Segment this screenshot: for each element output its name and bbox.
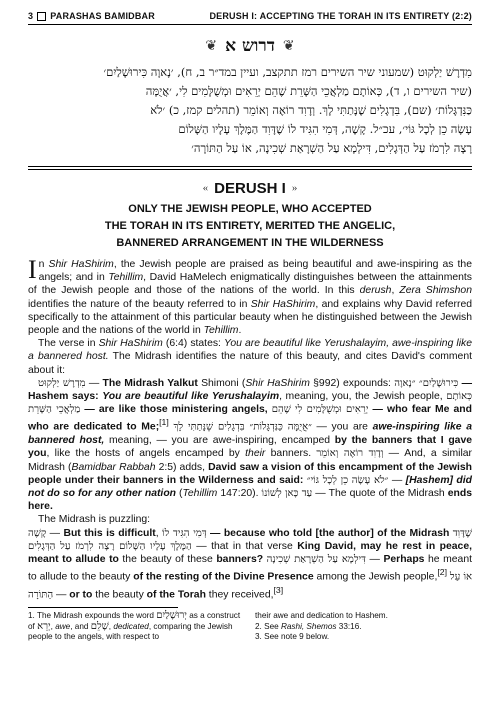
hebrew-phrase: קָשֶׁה <box>28 527 47 539</box>
text: , <box>391 285 400 297</box>
text: he meant to allude to the beauty <box>28 553 472 583</box>
text: by the banners that I gave you <box>28 435 472 460</box>
text: Shir HaShirim <box>48 259 114 270</box>
text: n <box>38 259 49 270</box>
text: , and explains why David referred specifically to the attainment of this particular beauty when he distinguished between the Jewish people and the nations of the world in <box>28 298 472 337</box>
footnote-ref[interactable]: [3] <box>273 584 284 595</box>
hebrew-phrase: ״אֲיֻמָּה כַּנִּדְגָּלוֹת״ בִּדְגָלִים שֶׁנָּתַתִּי לָךְ <box>173 421 312 433</box>
text: You are beautiful like <box>102 391 212 403</box>
text: among the Jewish people, <box>313 571 438 583</box>
text: meaning, <box>104 435 157 447</box>
text: as a construct of <box>28 611 241 631</box>
paragraph-verse <box>28 337 472 377</box>
hebrew-phrase: יְרוּשָׁלַיִם <box>156 610 187 622</box>
text: §992) expounds: <box>309 377 395 389</box>
ornament-right-icon: » <box>291 182 298 194</box>
text: awe <box>55 621 71 631</box>
text: The Midrash identifies the nature of this beauty, and cites David's comment about it: <box>28 351 472 376</box>
text: . <box>238 325 242 337</box>
text: , and <box>70 621 91 631</box>
text: Zera Shimshon <box>399 285 472 297</box>
text: — are like those ministering angels, <box>80 404 272 416</box>
page-number: 3 <box>28 11 34 21</box>
text: — <box>46 527 64 539</box>
text: Rashi, Shemos <box>280 621 337 631</box>
text: Tehillim <box>108 272 144 284</box>
hebrew-phrase: עַד כָּאן לְשׁוֹנוֹ <box>261 487 313 499</box>
text: — <box>53 589 70 601</box>
text: Tehillim <box>182 487 218 499</box>
hebrew-phrase: יְרֵאִים וּמְשֻׁלָּמִים לִי <box>294 404 369 416</box>
text: — because who told [the author] of the Midrash <box>206 527 453 539</box>
paragraph-intro <box>28 255 472 337</box>
text: Shir HaShirim <box>245 377 310 389</box>
derush-subtitle <box>28 201 472 252</box>
paragraph-midrash <box>28 377 472 514</box>
text: — <box>85 377 103 389</box>
footnote-ref[interactable]: [1] <box>159 417 169 428</box>
footnote-ref[interactable]: [2] <box>437 567 447 578</box>
footnote-column-right <box>255 611 472 643</box>
text: ( <box>176 487 183 499</box>
text: ends here. <box>28 487 472 513</box>
footnote-column-left <box>28 611 245 643</box>
text: awe-inspiring like a bannered host, <box>28 421 472 447</box>
text: King David, may he rest in peace, meant to allude to <box>28 540 473 565</box>
text: , comparing the Jewish people to the angels, with respect to <box>28 621 233 642</box>
hebrew-line: עָשָׂה כֵן לְכָל גּוֹי׳, עכ״ל. קָשֶׁה, דְּמִי הִגִּיד לוֹ שֶׁדָּוִד הַמֶּלֶךְ עָלָיו הַשָּׁלוֹם <box>178 122 472 136</box>
body-text <box>28 255 473 601</box>
page <box>28 8 472 643</box>
ornament-right-icon: ❦ <box>205 38 218 54</box>
text: of the resting of the Divine Presence <box>133 571 314 583</box>
text: Shimoni ( <box>197 377 246 389</box>
derush-title: DERUSH I <box>214 179 286 197</box>
text: The verse in <box>38 338 99 350</box>
text: Bamidbar Rabbah <box>71 461 156 473</box>
text: David saw a vision of this encampment of the Jewish people under their banners in the Wilderness and said: <box>28 461 473 486</box>
hebrew-phrase: ״נָאוָה <box>394 377 416 389</box>
footnote-3: 3. See note 9 below. <box>255 632 330 642</box>
hebrew-phrase: אוֹ עַל הַתּוֹרָה <box>28 571 473 601</box>
text: their <box>245 448 266 460</box>
text: , <box>155 527 163 539</box>
running-head-left <box>28 11 155 21</box>
footnote-2 <box>255 622 472 633</box>
text: (6:4) states: <box>162 338 224 350</box>
text: — who fear Me and who are dedicated to Me; <box>28 404 472 433</box>
text: , meaning, you, the Jewish people, <box>279 391 447 403</box>
text: — The quote of the Midrash <box>312 487 448 499</box>
text: dedicated <box>113 621 149 631</box>
text: Tehillim <box>203 325 239 337</box>
section-title: DERUSH I: ACCEPTING THE TORAH IN ITS ENTIRETY (2:2) <box>209 11 472 21</box>
text: — And, a similar Midrash ( <box>28 448 472 473</box>
drop-cap: I <box>28 255 37 284</box>
text: Yerushalayim <box>211 391 280 403</box>
hebrew-line: מִדְרָשׁ יַלְקוּט (שמעוני שיר השירים רמז תתקצב, ועיין במד״ר ב, ח), ׳נָאוָה כִּירוּשָׁלַיִם׳ <box>103 65 472 79</box>
divider <box>28 166 472 170</box>
book-title: PARASHAS BAMIDBAR <box>50 11 155 21</box>
text: You are beautiful like Yerushalayim, awe-inspiring like a bannered host. <box>28 338 473 363</box>
footnote-1-continuation: their awe and dedication to Hashem. <box>255 611 388 621</box>
hebrew-phrase: שָׁלֵם <box>90 620 109 632</box>
hebrew-phrase: כִּירוּשָׁלַיִם״ <box>418 377 459 389</box>
text: The Midrash Yalkut <box>102 377 198 389</box>
hebrew-phrase: וְדָוִד רוֹאֶה וְאוֹמֵר <box>316 448 384 460</box>
footnotes <box>28 611 472 643</box>
text: 147:20). <box>217 487 262 499</box>
text: 2:5) adds, <box>155 461 209 473</box>
text: , <box>50 621 56 631</box>
subtitle-line: BANNERED ARRANGEMENT IN THE WILDERNESS <box>116 237 384 249</box>
square-icon <box>37 12 46 21</box>
hebrew-phrase: שֶׁדָּוִד הַמֶּלֶךְ עָלָיו הַשָּׁלוֹם רָצָה לִרְמֹז עַל הַדְּגָלִים <box>28 527 473 552</box>
text: they received, <box>205 589 274 601</box>
text: — that in that verse <box>191 540 298 552</box>
text: of the Torah <box>146 589 206 601</box>
hebrew-title-row <box>28 35 472 57</box>
hebrew-source-text <box>28 63 472 158</box>
paragraph-difficulty <box>28 527 472 602</box>
text: — Hashem says: <box>28 377 472 403</box>
text: or to <box>69 589 93 601</box>
hebrew-phrase: שֶׁהֵם <box>271 404 291 416</box>
text: — <box>388 474 406 486</box>
running-head <box>28 8 472 25</box>
text: the beauty <box>92 589 147 601</box>
footnote-divider <box>28 607 178 608</box>
hebrew-line: כַּנִּדְגָּלוֹת׳ (שם), בִּדְגָלִים שֶׁנָּתַתִּי לָךְ. וְדָוִד רוֹאֶה וְאוֹמֵר (תהלים קמז, כ) ׳לֹא <box>150 103 472 117</box>
text: — <box>365 553 384 565</box>
text: Shir HaShirim <box>98 338 163 350</box>
text: 1. The Midrash expounds the word <box>28 611 157 621</box>
text: banners. <box>265 448 317 460</box>
derush-title-row <box>28 178 472 198</box>
hebrew-phrase: כְּאוֹתָם מַלְאֲכֵי הַשָּׁרֵת <box>28 391 473 416</box>
text: Shir HaShirim <box>250 298 316 310</box>
ornament-left-icon: « <box>202 182 209 194</box>
hebrew-phrase: מִדְרָשׁ יַלְקוּט <box>38 377 86 389</box>
text: Perhaps <box>383 553 425 565</box>
text: — you are awe-inspiring, encamped <box>156 435 335 447</box>
hebrew-line: (שיר השירים ו, ד), כְּאוֹתָם מַלְאֲכֵי הַשָּׁרֵת שֶׁהֵם יְרֵאִים וּמְשֻׁלָּמִים לִי, ׳אֲיֻמָּה <box>145 84 472 98</box>
text: But this is difficult <box>63 527 156 539</box>
hebrew-phrase: דִּילְמָא עַל הַשְׁרָאַת שְׁכִינָה <box>266 553 366 565</box>
hebrew-phrase: יְרֵא <box>37 620 51 632</box>
text: 33:16. <box>336 621 362 631</box>
text: , David HaMelech enigmatically distinguishes between the attainments of the Jewish people and those of the nations of the world. In this <box>28 272 472 297</box>
text: banners? <box>216 553 264 565</box>
ornament-left-icon: ❦ <box>282 38 295 54</box>
hebrew-line: רָצָה לִרְמֹז עַל הַדְּגָלִים, דִּילְמָא עַל הַשְׁרָאַת שְׁכִינָה, אוֹ עַל הַתּוֹרָה׳ <box>191 141 472 155</box>
subtitle-line: ONLY THE JEWISH PEOPLE, WHO ACCEPTED <box>128 203 372 215</box>
text: , the Jewish people are praised as being beautiful and awe-inspiring as the angels; and in <box>38 259 472 284</box>
text: , like the hosts of angels encamped by <box>46 448 246 460</box>
text: identifies the nature of the beauty referred to in <box>28 298 251 310</box>
hebrew-title: דרוש א <box>225 36 275 56</box>
text: , <box>108 621 114 631</box>
text: 2. See <box>255 621 281 631</box>
subtitle-line: THE TORAH IN ITS ENTIRETY, MERITED THE ANGELIC, <box>104 220 396 232</box>
hebrew-phrase: דְּמִי הִגִּיד לוֹ <box>162 527 207 539</box>
hebrew-phrase: ״לֹא עָשָׂה כֵן לְכָל גּוֹי״ <box>306 474 389 486</box>
text: derush <box>359 285 392 297</box>
text: — you are <box>311 421 373 433</box>
text: the beauty of these <box>118 553 217 565</box>
paragraph-puzzle: The Midrash is puzzling: <box>38 514 151 526</box>
text: [Hashem] did not do so for any other nation <box>28 474 472 499</box>
